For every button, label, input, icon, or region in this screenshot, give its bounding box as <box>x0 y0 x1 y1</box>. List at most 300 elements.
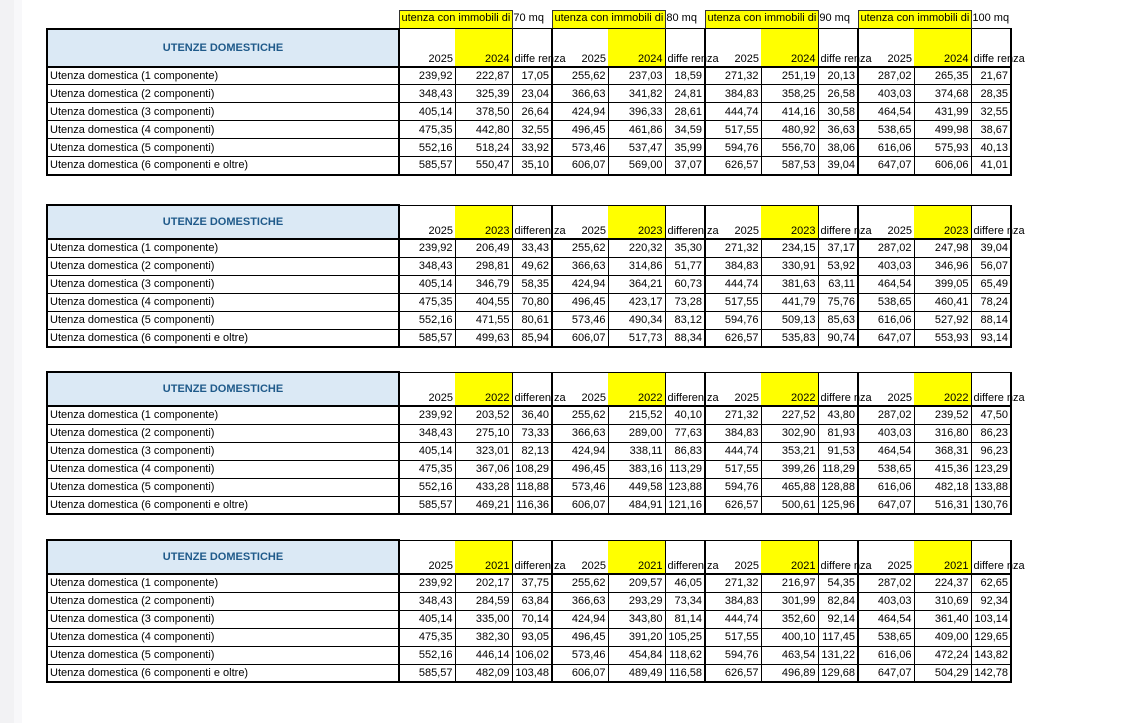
tariff-cell: 552,16 <box>399 139 455 157</box>
tariff-cell: 396,33 <box>608 103 665 121</box>
tariff-cell: 516,31 <box>914 496 971 514</box>
difference-cell: 20,13 <box>818 67 858 85</box>
data-table <box>46 10 1025 176</box>
tariff-cell: 352,60 <box>761 610 818 628</box>
row-label: Utenza domestica (3 componenti) <box>47 103 399 121</box>
tariff-cell: 366,63 <box>552 424 608 442</box>
difference-cell: 73,34 <box>665 592 705 610</box>
tariff-cell: 403,03 <box>858 424 914 442</box>
tariff-cell: 496,45 <box>552 293 608 311</box>
difference-cell: 82,13 <box>512 442 552 460</box>
tariff-cell: 348,43 <box>399 85 455 103</box>
tariff-cell: 444,74 <box>705 275 761 293</box>
tariff-cell: 594,76 <box>705 139 761 157</box>
table-row <box>47 424 1011 442</box>
tariff-cell: 368,31 <box>914 442 971 460</box>
year-header-compare: 2021 <box>608 540 665 574</box>
tariff-cell: 573,46 <box>552 139 608 157</box>
tariff-cell: 433,28 <box>455 478 512 496</box>
row-label: Utenza domestica (4 componenti) <box>47 628 399 646</box>
caption-spacer <box>47 11 399 29</box>
tariff-cell: 606,06 <box>914 157 971 175</box>
row-label: Utenza domestica (2 componenti) <box>47 424 399 442</box>
table-row <box>47 460 1011 478</box>
difference-cell: 35,30 <box>665 239 705 257</box>
table-row <box>47 257 1011 275</box>
tariff-cell: 209,57 <box>608 574 665 592</box>
row-label: Utenza domestica (3 componenti) <box>47 275 399 293</box>
table-row <box>47 478 1011 496</box>
tariff-cell: 405,14 <box>399 103 455 121</box>
year-header-2025: 2025 <box>858 540 914 574</box>
tariff-table-2022 <box>46 371 1025 515</box>
tariff-cell: 538,65 <box>858 293 914 311</box>
tariff-cell: 403,03 <box>858 257 914 275</box>
tariff-cell: 367,06 <box>455 460 512 478</box>
tariff-cell: 594,76 <box>705 311 761 329</box>
row-label: Utenza domestica (4 componenti) <box>47 293 399 311</box>
difference-cell: 85,94 <box>512 329 552 347</box>
tariff-cell: 302,90 <box>761 424 818 442</box>
tariff-cell: 224,37 <box>914 574 971 592</box>
tariff-cell: 275,10 <box>455 424 512 442</box>
difference-cell: 123,29 <box>971 460 1011 478</box>
tariff-cell: 647,07 <box>858 496 914 514</box>
tariff-cell: 239,92 <box>399 406 455 424</box>
tariff-cell: 626,57 <box>705 664 761 682</box>
difference-cell: 38,06 <box>818 139 858 157</box>
table-row <box>47 574 1011 592</box>
row-label: Utenza domestica (1 componente) <box>47 406 399 424</box>
tariff-cell: 496,45 <box>552 460 608 478</box>
tariff-cell: 239,92 <box>399 67 455 85</box>
tariff-cell: 499,98 <box>914 121 971 139</box>
tariff-cell: 403,03 <box>858 592 914 610</box>
tariff-cell: 424,94 <box>552 103 608 121</box>
year-header-2025: 2025 <box>399 372 455 406</box>
tariff-cell: 287,02 <box>858 574 914 592</box>
year-header-compare: 2021 <box>761 540 818 574</box>
tariff-cell: 626,57 <box>705 329 761 347</box>
difference-header: differen za <box>512 205 552 239</box>
year-header-compare: 2023 <box>608 205 665 239</box>
difference-header: differen za <box>665 205 705 239</box>
tariff-cell: 464,54 <box>858 275 914 293</box>
difference-cell: 37,75 <box>512 574 552 592</box>
year-header-compare: 2022 <box>608 372 665 406</box>
tariff-cell: 606,07 <box>552 157 608 175</box>
tariff-cell: 405,14 <box>399 610 455 628</box>
tariff-cell: 475,35 <box>399 121 455 139</box>
year-header-compare: 2022 <box>761 372 818 406</box>
tariff-cell: 535,83 <box>761 329 818 347</box>
tariff-cell: 227,52 <box>761 406 818 424</box>
tariff-cell: 399,05 <box>914 275 971 293</box>
year-header-2025: 2025 <box>858 29 914 67</box>
table-row <box>47 329 1011 347</box>
difference-cell: 92,14 <box>818 610 858 628</box>
tariff-cell: 301,99 <box>761 592 818 610</box>
tariff-cell: 482,18 <box>914 478 971 496</box>
difference-cell: 128,88 <box>818 478 858 496</box>
difference-cell: 18,59 <box>665 67 705 85</box>
tariff-cell: 480,92 <box>761 121 818 139</box>
tariff-cell: 374,68 <box>914 85 971 103</box>
difference-cell: 92,34 <box>971 592 1011 610</box>
section-title: UTENZE DOMESTICHE <box>47 205 399 239</box>
tariff-cell: 504,29 <box>914 664 971 682</box>
difference-header: differen za <box>512 540 552 574</box>
year-header-2025: 2025 <box>552 372 608 406</box>
tariff-cell: 239,92 <box>399 239 455 257</box>
tariff-cell: 316,80 <box>914 424 971 442</box>
difference-cell: 37,17 <box>818 239 858 257</box>
tariff-cell: 585,57 <box>399 157 455 175</box>
row-label: Utenza domestica (1 componente) <box>47 239 399 257</box>
difference-cell: 60,73 <box>665 275 705 293</box>
caption-row <box>47 11 1011 29</box>
difference-cell: 63,84 <box>512 592 552 610</box>
difference-cell: 142,78 <box>971 664 1011 682</box>
tariff-cell: 255,62 <box>552 406 608 424</box>
difference-cell: 28,35 <box>971 85 1011 103</box>
tariff-cell: 237,03 <box>608 67 665 85</box>
difference-cell: 85,63 <box>818 311 858 329</box>
tariff-cell: 202,17 <box>455 574 512 592</box>
tariff-cell: 587,53 <box>761 157 818 175</box>
difference-header: differe nza <box>818 540 858 574</box>
difference-cell: 36,40 <box>512 406 552 424</box>
tariff-cell: 569,00 <box>608 157 665 175</box>
difference-cell: 36,63 <box>818 121 858 139</box>
tariff-cell: 293,29 <box>608 592 665 610</box>
difference-cell: 51,77 <box>665 257 705 275</box>
tariff-cell: 472,24 <box>914 646 971 664</box>
tariff-cell: 399,26 <box>761 460 818 478</box>
difference-cell: 43,80 <box>818 406 858 424</box>
group-caption: utenza con immobili di 80 mq <box>552 11 665 29</box>
tariff-cell: 314,86 <box>608 257 665 275</box>
table-row <box>47 139 1011 157</box>
tariff-cell: 298,81 <box>455 257 512 275</box>
row-label: Utenza domestica (1 componente) <box>47 67 399 85</box>
difference-cell: 39,04 <box>971 239 1011 257</box>
tariff-cell: 517,55 <box>705 293 761 311</box>
difference-cell: 118,88 <box>512 478 552 496</box>
difference-cell: 81,93 <box>818 424 858 442</box>
tariff-cell: 346,79 <box>455 275 512 293</box>
tariff-cell: 469,21 <box>455 496 512 514</box>
year-header-compare: 2024 <box>914 29 971 67</box>
difference-header: diffe renza <box>512 29 552 67</box>
left-gutter-shade <box>14 0 22 723</box>
difference-cell: 65,49 <box>971 275 1011 293</box>
difference-cell: 21,67 <box>971 67 1011 85</box>
tariff-cell: 424,94 <box>552 442 608 460</box>
row-label: Utenza domestica (6 componenti e oltre) <box>47 157 399 175</box>
tariff-cell: 348,43 <box>399 424 455 442</box>
difference-cell: 88,14 <box>971 311 1011 329</box>
tariff-table-2023 <box>46 204 1025 348</box>
difference-cell: 86,83 <box>665 442 705 460</box>
tariff-cell: 391,20 <box>608 628 665 646</box>
difference-cell: 37,07 <box>665 157 705 175</box>
row-label: Utenza domestica (6 componenti e oltre) <box>47 496 399 514</box>
table-row <box>47 496 1011 514</box>
row-label: Utenza domestica (5 componenti) <box>47 478 399 496</box>
tariff-cell: 203,52 <box>455 406 512 424</box>
difference-cell: 121,16 <box>665 496 705 514</box>
difference-cell: 26,64 <box>512 103 552 121</box>
table-row <box>47 103 1011 121</box>
difference-cell: 78,24 <box>971 293 1011 311</box>
difference-cell: 86,23 <box>971 424 1011 442</box>
difference-cell: 83,12 <box>665 311 705 329</box>
header-row <box>47 372 1011 406</box>
row-label: Utenza domestica (2 componenti) <box>47 592 399 610</box>
tariff-cell: 234,15 <box>761 239 818 257</box>
tariff-cell: 366,63 <box>552 592 608 610</box>
tariff-cell: 384,83 <box>705 85 761 103</box>
row-label: Utenza domestica (5 componenti) <box>47 139 399 157</box>
difference-cell: 33,92 <box>512 139 552 157</box>
tariff-cell: 509,13 <box>761 311 818 329</box>
tariff-cell: 366,63 <box>552 85 608 103</box>
tariff-cell: 626,57 <box>705 157 761 175</box>
tariff-cell: 287,02 <box>858 67 914 85</box>
tariff-cell: 538,65 <box>858 121 914 139</box>
year-header-2025: 2025 <box>552 29 608 67</box>
difference-cell: 49,62 <box>512 257 552 275</box>
difference-header: differen za <box>665 372 705 406</box>
tariff-cell: 573,46 <box>552 311 608 329</box>
table-row <box>47 275 1011 293</box>
year-header-compare: 2024 <box>608 29 665 67</box>
tariff-cell: 255,62 <box>552 239 608 257</box>
tariff-cell: 265,35 <box>914 67 971 85</box>
difference-header: differe nza <box>971 205 1011 239</box>
tariff-cell: 454,84 <box>608 646 665 664</box>
tariff-cell: 647,07 <box>858 329 914 347</box>
year-header-2025: 2025 <box>552 205 608 239</box>
year-header-compare: 2023 <box>455 205 512 239</box>
difference-cell: 131,22 <box>818 646 858 664</box>
tariff-cell: 206,49 <box>455 239 512 257</box>
tariff-cell: 239,52 <box>914 406 971 424</box>
data-table <box>46 204 1025 348</box>
difference-cell: 70,80 <box>512 293 552 311</box>
row-label: Utenza domestica (5 componenti) <box>47 646 399 664</box>
tariff-cell: 585,57 <box>399 664 455 682</box>
tariff-cell: 323,01 <box>455 442 512 460</box>
table-row <box>47 85 1011 103</box>
difference-cell: 81,14 <box>665 610 705 628</box>
tariff-cell: 424,94 <box>552 610 608 628</box>
difference-cell: 58,35 <box>512 275 552 293</box>
difference-cell: 108,29 <box>512 460 552 478</box>
difference-cell: 91,53 <box>818 442 858 460</box>
tariff-cell: 366,63 <box>552 257 608 275</box>
tariff-cell: 463,54 <box>761 646 818 664</box>
difference-cell: 40,10 <box>665 406 705 424</box>
section-title: UTENZE DOMESTICHE <box>47 372 399 406</box>
tariff-cell: 517,55 <box>705 121 761 139</box>
tariff-cell: 415,36 <box>914 460 971 478</box>
difference-cell: 53,92 <box>818 257 858 275</box>
table-row <box>47 239 1011 257</box>
difference-header: differe nza <box>971 372 1011 406</box>
year-header-2025: 2025 <box>705 29 761 67</box>
tariff-cell: 585,57 <box>399 329 455 347</box>
difference-header: diffe renza <box>665 29 705 67</box>
header-row <box>47 29 1011 67</box>
difference-cell: 123,88 <box>665 478 705 496</box>
tariff-cell: 255,62 <box>552 574 608 592</box>
group-caption: utenza con immobili di 70 mq <box>399 11 512 29</box>
difference-cell: 143,82 <box>971 646 1011 664</box>
tariff-cell: 400,10 <box>761 628 818 646</box>
difference-cell: 129,65 <box>971 628 1011 646</box>
row-label: Utenza domestica (4 componenti) <box>47 121 399 139</box>
difference-cell: 77,63 <box>665 424 705 442</box>
tariff-cell: 346,96 <box>914 257 971 275</box>
difference-cell: 96,23 <box>971 442 1011 460</box>
tariff-cell: 594,76 <box>705 646 761 664</box>
tariff-cell: 475,35 <box>399 293 455 311</box>
difference-cell: 73,28 <box>665 293 705 311</box>
tariff-cell: 348,43 <box>399 592 455 610</box>
tariff-cell: 383,16 <box>608 460 665 478</box>
year-header-compare: 2021 <box>455 540 512 574</box>
difference-cell: 23,04 <box>512 85 552 103</box>
tariff-cell: 499,63 <box>455 329 512 347</box>
tariff-cell: 606,07 <box>552 329 608 347</box>
tariff-cell: 575,93 <box>914 139 971 157</box>
tariff-cell: 444,74 <box>705 442 761 460</box>
difference-header: differe nza <box>818 372 858 406</box>
table-row <box>47 121 1011 139</box>
tariff-cell: 405,14 <box>399 442 455 460</box>
tariff-cell: 414,16 <box>761 103 818 121</box>
tariff-cell: 255,62 <box>552 67 608 85</box>
year-header-2025: 2025 <box>858 372 914 406</box>
difference-header: differe nza <box>818 205 858 239</box>
difference-cell: 80,61 <box>512 311 552 329</box>
difference-cell: 116,36 <box>512 496 552 514</box>
table-row <box>47 311 1011 329</box>
tariff-table-2021 <box>46 539 1025 683</box>
tariff-cell: 446,14 <box>455 646 512 664</box>
year-header-2025: 2025 <box>399 29 455 67</box>
difference-cell: 93,14 <box>971 329 1011 347</box>
difference-header: differen za <box>665 540 705 574</box>
tariff-cell: 353,21 <box>761 442 818 460</box>
table-row <box>47 67 1011 85</box>
year-header-compare: 2024 <box>455 29 512 67</box>
tariff-cell: 496,89 <box>761 664 818 682</box>
tariff-cell: 496,45 <box>552 628 608 646</box>
tariff-cell: 364,21 <box>608 275 665 293</box>
group-caption: utenza con immobili di 100 mq <box>858 11 971 29</box>
difference-cell: 34,59 <box>665 121 705 139</box>
tariff-cell: 424,94 <box>552 275 608 293</box>
tariff-cell: 647,07 <box>858 664 914 682</box>
year-header-compare: 2023 <box>914 205 971 239</box>
tariff-cell: 517,55 <box>705 628 761 646</box>
header-row <box>47 205 1011 239</box>
header-row <box>47 540 1011 574</box>
difference-cell: 41,01 <box>971 157 1011 175</box>
year-header-2025: 2025 <box>705 372 761 406</box>
difference-header: differen za <box>512 372 552 406</box>
tariff-cell: 215,52 <box>608 406 665 424</box>
tariff-cell: 465,88 <box>761 478 818 496</box>
tariff-cell: 222,87 <box>455 67 512 85</box>
tariff-cell: 338,11 <box>608 442 665 460</box>
tariff-cell: 496,45 <box>552 121 608 139</box>
tariff-cell: 616,06 <box>858 478 914 496</box>
year-header-2025: 2025 <box>399 540 455 574</box>
difference-cell: 103,48 <box>512 664 552 682</box>
tariff-cell: 444,74 <box>705 103 761 121</box>
tariff-cell: 500,61 <box>761 496 818 514</box>
difference-cell: 106,02 <box>512 646 552 664</box>
tariff-cell: 552,16 <box>399 478 455 496</box>
table-row <box>47 406 1011 424</box>
difference-cell: 62,65 <box>971 574 1011 592</box>
tariff-cell: 384,83 <box>705 257 761 275</box>
tariff-cell: 616,06 <box>858 139 914 157</box>
tariff-cell: 517,73 <box>608 329 665 347</box>
difference-cell: 24,81 <box>665 85 705 103</box>
table-row <box>47 592 1011 610</box>
row-label: Utenza domestica (4 componenti) <box>47 460 399 478</box>
table-row <box>47 628 1011 646</box>
tariff-cell: 518,24 <box>455 139 512 157</box>
tariff-cell: 552,16 <box>399 646 455 664</box>
difference-cell: 118,29 <box>818 460 858 478</box>
difference-cell: 117,45 <box>818 628 858 646</box>
tariff-cell: 358,25 <box>761 85 818 103</box>
tariff-cell: 325,39 <box>455 85 512 103</box>
difference-cell: 46,05 <box>665 574 705 592</box>
tariff-cell: 606,07 <box>552 496 608 514</box>
tariff-cell: 442,80 <box>455 121 512 139</box>
year-header-2025: 2025 <box>858 205 914 239</box>
tariff-cell: 382,30 <box>455 628 512 646</box>
year-header-2025: 2025 <box>552 540 608 574</box>
tariff-cell: 489,49 <box>608 664 665 682</box>
row-label: Utenza domestica (2 componenti) <box>47 257 399 275</box>
difference-cell: 116,58 <box>665 664 705 682</box>
year-header-compare: 2021 <box>914 540 971 574</box>
tariff-cell: 464,54 <box>858 103 914 121</box>
difference-cell: 32,55 <box>512 121 552 139</box>
difference-cell: 75,76 <box>818 293 858 311</box>
row-label: Utenza domestica (1 componente) <box>47 574 399 592</box>
difference-cell: 47,50 <box>971 406 1011 424</box>
tariff-cell: 404,55 <box>455 293 512 311</box>
tariff-cell: 647,07 <box>858 157 914 175</box>
table-row <box>47 157 1011 175</box>
row-label: Utenza domestica (6 componenti e oltre) <box>47 664 399 682</box>
tariff-cell: 594,76 <box>705 478 761 496</box>
difference-cell: 93,05 <box>512 628 552 646</box>
tariff-cell: 517,55 <box>705 460 761 478</box>
tariff-cell: 271,32 <box>705 239 761 257</box>
difference-cell: 35,10 <box>512 157 552 175</box>
tariff-cell: 381,63 <box>761 275 818 293</box>
